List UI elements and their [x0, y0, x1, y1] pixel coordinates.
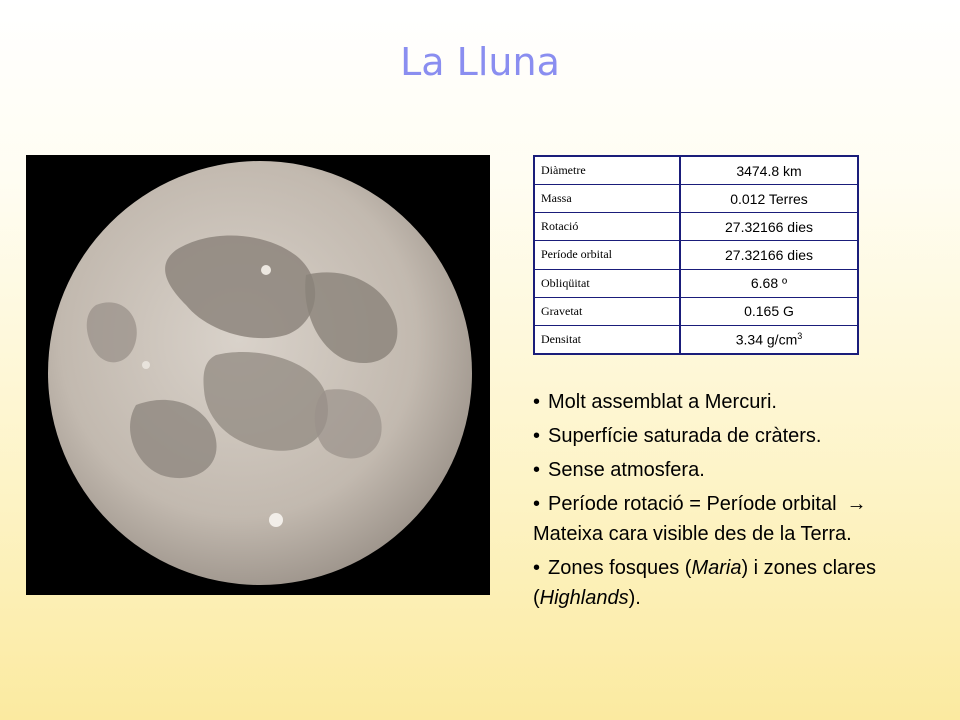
table-row [534, 185, 858, 213]
fact-label: Període orbital [534, 241, 680, 269]
fact-label: Diàmetre [534, 156, 680, 185]
bullet-dot-icon: • [533, 425, 541, 447]
list-item [533, 455, 953, 485]
bullet-text: ). [628, 587, 641, 609]
fact-label: Rotació [534, 213, 680, 241]
bullet-dot-icon: • [533, 391, 541, 413]
fact-value: 0.165 G [680, 297, 858, 325]
moon-facts-table [533, 155, 859, 355]
list-item [533, 421, 953, 451]
moon-photo [26, 155, 490, 595]
fact-label: Gravetat [534, 297, 680, 325]
density-value: 3.34 g/cm [735, 331, 798, 348]
maria-term: Maria [691, 557, 742, 579]
bullet-text: ) i zones clares ( [533, 557, 876, 609]
slide-title: La Lluna [400, 40, 560, 84]
list-item [533, 553, 953, 613]
fact-value: 6.68 º [680, 269, 858, 297]
bullet-dot-icon: • [533, 459, 541, 481]
fact-label: Densitat [534, 325, 680, 354]
bullet-dot-icon: • [533, 557, 541, 579]
fact-value: 27.32166 dies [680, 213, 858, 241]
fact-label: Massa [534, 185, 680, 213]
table-row [534, 241, 858, 269]
fact-value: 3474.8 km [680, 156, 858, 185]
table-row [534, 297, 858, 325]
bullet-text: Zones fosques ( [548, 557, 692, 579]
fact-label: Obliqüitat [534, 269, 680, 297]
fact-value: 0.012 Terres [680, 185, 858, 213]
bullet-text: Sense atmosfera. [548, 459, 705, 481]
bullet-dot-icon: • [533, 493, 541, 515]
table-row [534, 156, 858, 185]
fact-value [680, 325, 858, 354]
table-row [534, 325, 858, 354]
list-item [533, 489, 953, 549]
bullet-text: Superfície saturada de cràters. [548, 425, 822, 447]
list-item [533, 387, 953, 417]
bullet-text: Molt assemblat a Mercuri. [548, 391, 777, 413]
bullet-text: Període rotació = Període orbital [548, 493, 837, 515]
bullet-list [533, 387, 953, 617]
table-row [534, 269, 858, 297]
arrow-right-icon: → [846, 493, 867, 515]
moon-icon [26, 155, 490, 595]
table-row [534, 213, 858, 241]
density-exponent: 3 [797, 331, 803, 342]
bullet-text: Mateixa cara visible des de la Terra. [533, 523, 852, 545]
highlands-term: Highlands [539, 587, 629, 609]
fact-value: 27.32166 dies [680, 241, 858, 269]
